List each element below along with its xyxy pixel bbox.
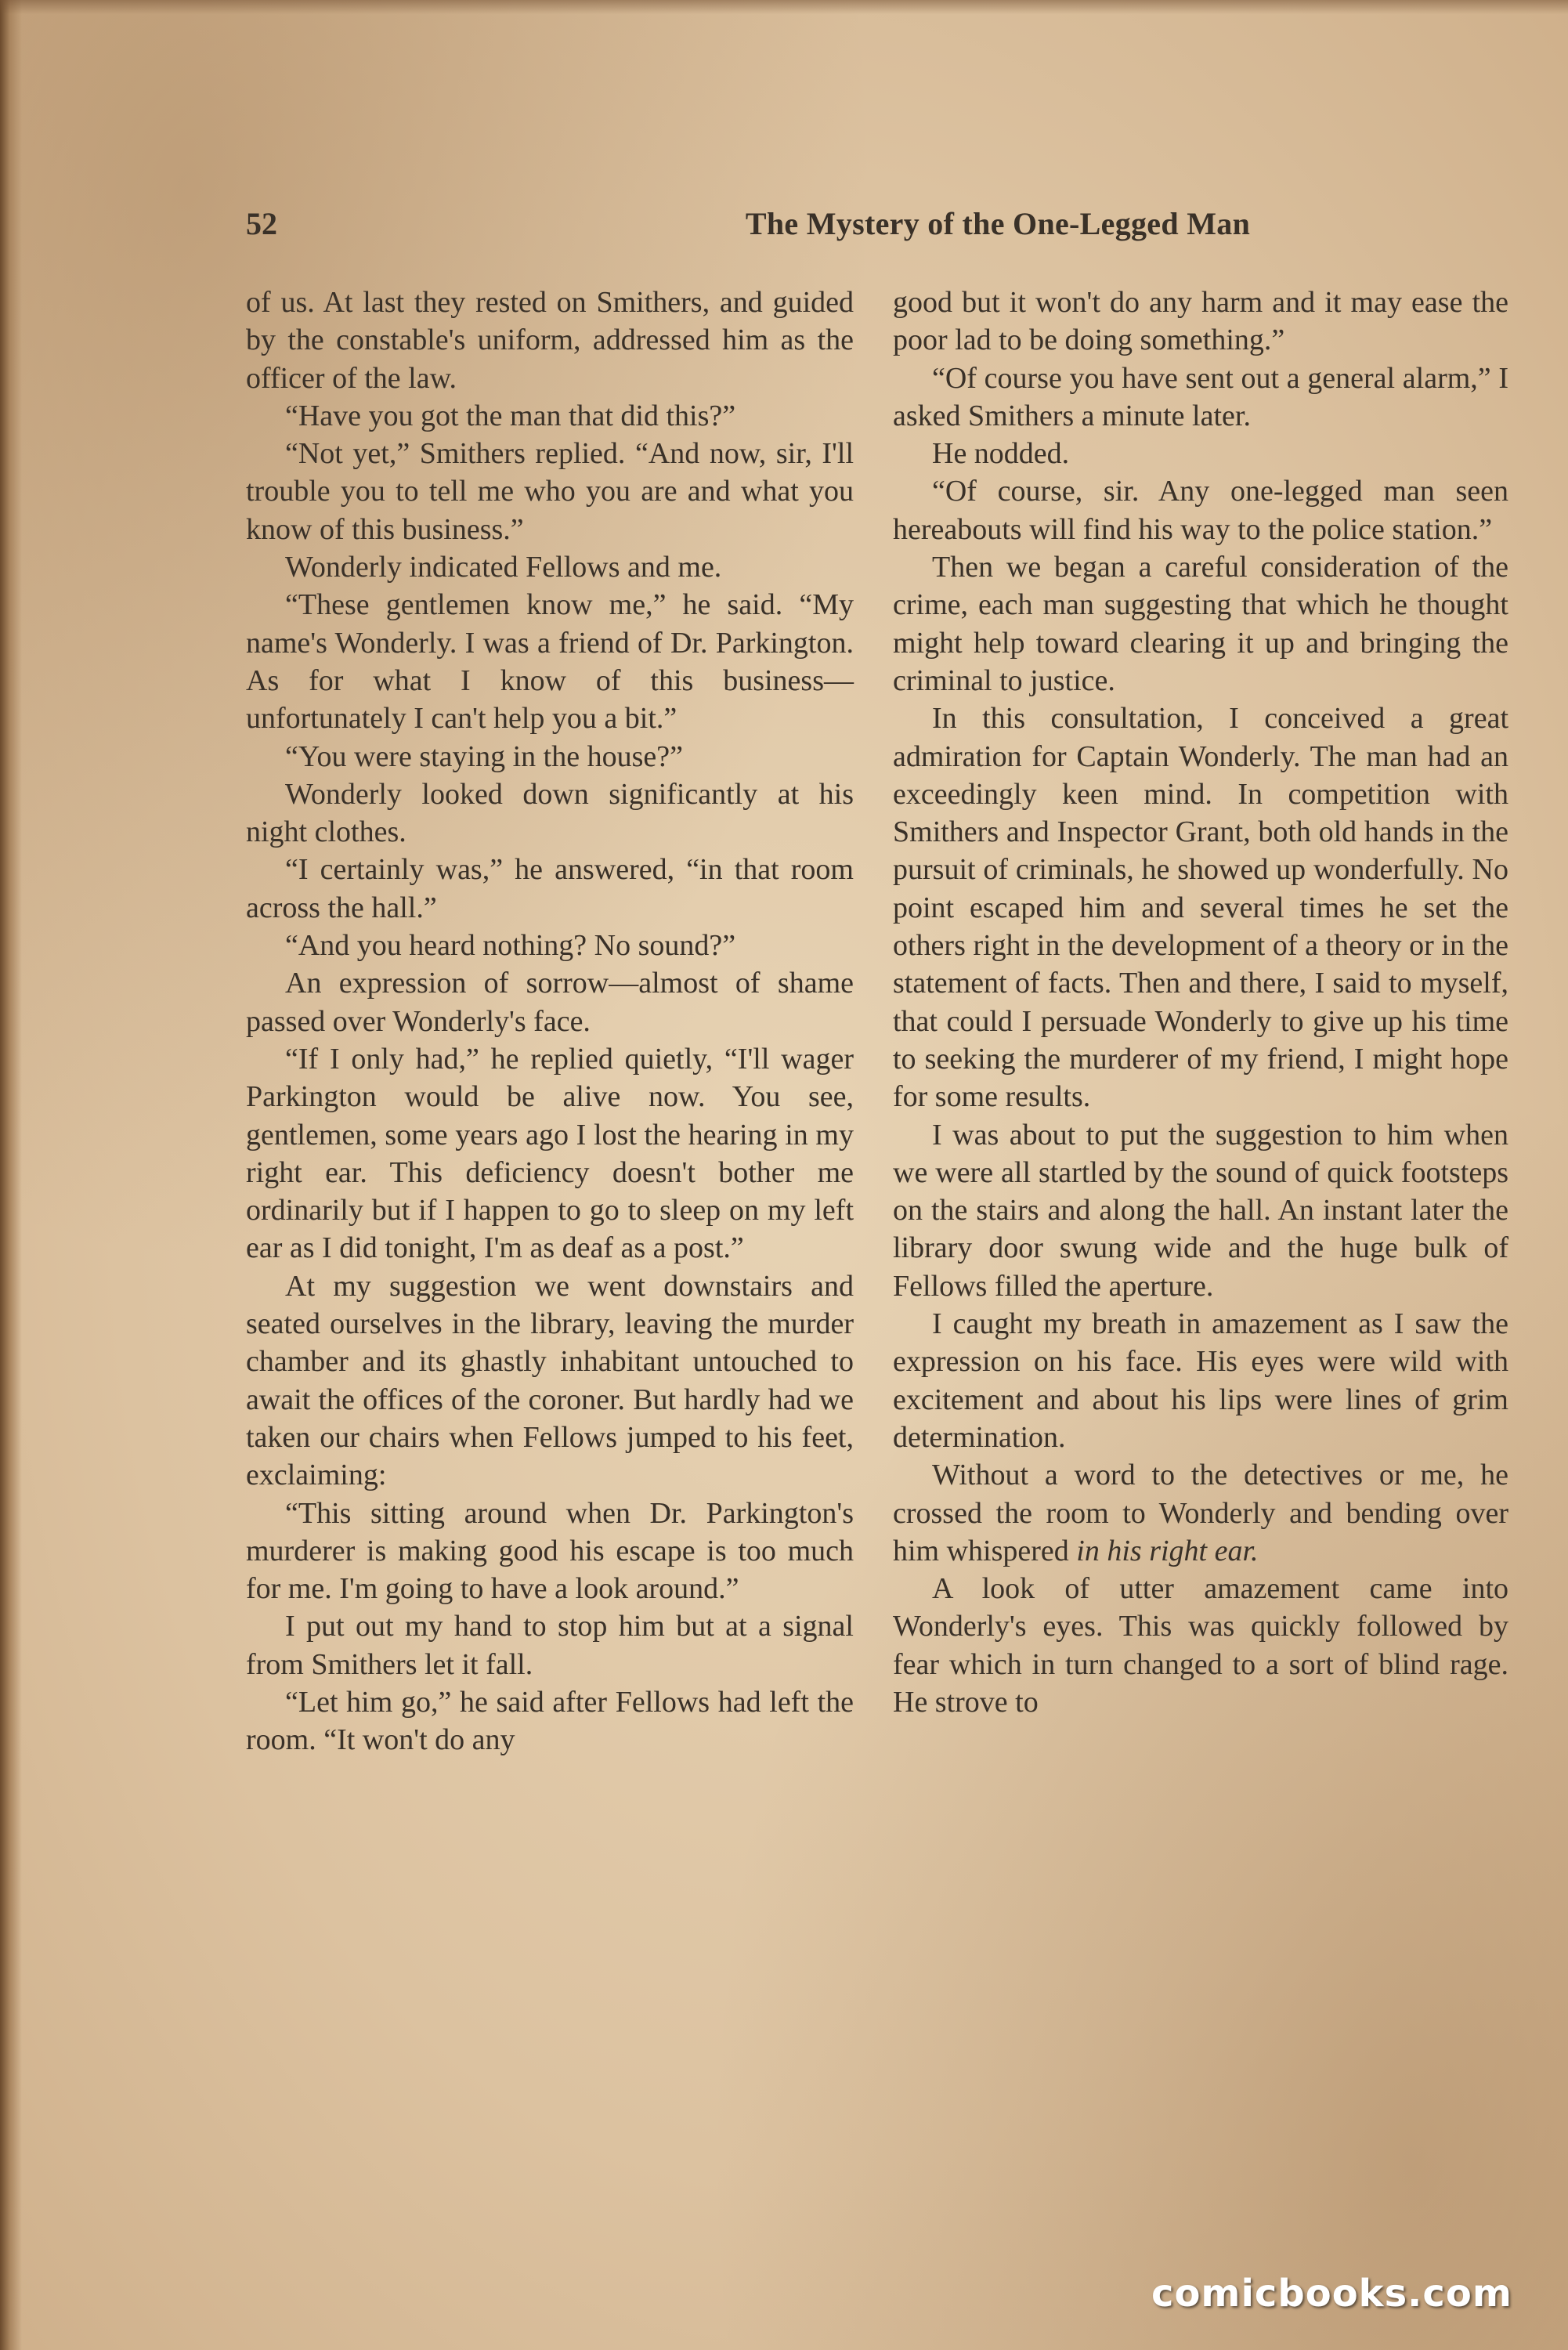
right-text-column — [893, 284, 1508, 1721]
page-header — [246, 205, 1530, 252]
paragraph: “And you heard nothing? No sound?” — [285, 929, 736, 963]
running-title: The Mystery of the One-Legged Man — [745, 206, 1251, 241]
paragraph: He nodded. — [932, 437, 1070, 471]
paragraph: I put out my hand to stop him but at a signal from Smithers let it fall. — [246, 1610, 854, 1681]
paragraph: Wonderly indicated Fellows and me. — [285, 551, 722, 584]
paragraph: I was about to put the suggestion to him when we were all startled by the sound of quick footsteps on the stairs and along the hall. An instant later the library door swung wide and the huge bulk of Fellows filled the aperture. — [893, 1118, 1508, 1303]
page-top-edge — [0, 0, 1568, 14]
paragraph: “I certainly was,” he answered, “in that room across the hall.” — [246, 853, 854, 924]
paragraph: “This sitting around when Dr. Parkington's murderer is making good his escape is too much for me. I'm going to have a look around.” — [246, 1496, 854, 1606]
paragraph: Wonderly looked down significantly at his night clothes. — [246, 777, 854, 849]
paragraph: “Let him go,” he said after Fellows had left the room. “It won't do any — [246, 1685, 854, 1757]
paragraph: “Not yet,” Smithers replied. “And now, sir, I'll trouble you to tell me who you are and what you know of this business.” — [246, 437, 854, 546]
paragraph: “Of course you have sent out a general alarm,” I asked Smithers a minute later. — [893, 361, 1508, 432]
paragraph: “Of course, sir. Any one-legged man seen hereabouts will find his way to the police station.” — [893, 475, 1508, 546]
paragraph: At my suggestion we went downstairs and seated ourselves in the library, leaving the murder chamber and its ghastly inhabitant untouched to await the offices of the coroner. But hardly had we taken our chairs when Fellows jumped to his feet, exclaiming: — [246, 1269, 854, 1492]
paragraph: good but it won't do any harm and it may ease the poor lad to be doing something.” — [893, 286, 1508, 357]
paragraph — [893, 1456, 1508, 1570]
paragraph: In this consultation, I conceived a great admiration for Captain Wonderly. The man had an exceedingly keen mind. In competition with Smithers and Inspector Grant, both old hands in the pursuit of criminals, he showed up wonderfully. No point escaped him and several times he set the others right in the development of a theory or in the statement of facts. Then and there, I said to myself, that could I persuade Wonderly to give up his time to seeking the murderer of my friend, I might hope for some results. — [893, 702, 1508, 1114]
page-binding-edge — [0, 0, 22, 2350]
paragraph: Then we began a careful consideration of the crime, each man suggesting that which he thought might help toward clearing it up and bringing the criminal to justice. — [893, 551, 1508, 697]
paragraph: A look of utter amazement came into Wonderly's eyes. This was quickly followed by fear which in turn changed to a sort of blind rage. He strove to — [893, 1572, 1508, 1719]
paragraph: “You were staying in the house?” — [285, 739, 683, 773]
left-text-column — [246, 284, 854, 1759]
page-number: 52 — [246, 206, 277, 241]
paragraph-text: Without a word to the detectives or me, he crossed the room to Wonderly and bending over him whispered — [893, 1459, 1508, 1567]
paragraph: “These gentlemen know me,” he said. “My name's Wonderly. I was a friend of Dr. Parkington. As for what I know of this business—unfortunately I can't help you a bit.” — [246, 588, 854, 736]
paragraph: “Have you got the man that did this?” — [285, 399, 736, 432]
italic-phrase: in his right ear. — [1076, 1534, 1259, 1567]
paragraph: “If I only had,” he replied quietly, “I'll wager Parkington would be alive now. You see, gentlemen, some years ago I lost the hearing in my right ear. This deficiency doesn't bother me ordinarily but if I happen to go to sleep on my left ear as I did tonight, I'm as deaf as a post.” — [246, 1042, 854, 1265]
paragraph: An expression of sorrow—almost of shame passed over Wonderly's face. — [246, 967, 854, 1038]
paragraph: of us. At last they rested on Smithers, and guided by the constable's uniform, addressed him as the officer of the law. — [246, 286, 854, 395]
paragraph: I caught my breath in amazement as I saw the expression on his face. His eyes were wild with excitement and about his lips were lines of grim determination. — [893, 1307, 1508, 1454]
watermark-logo: comicbooks.com — [1151, 2272, 1512, 2316]
